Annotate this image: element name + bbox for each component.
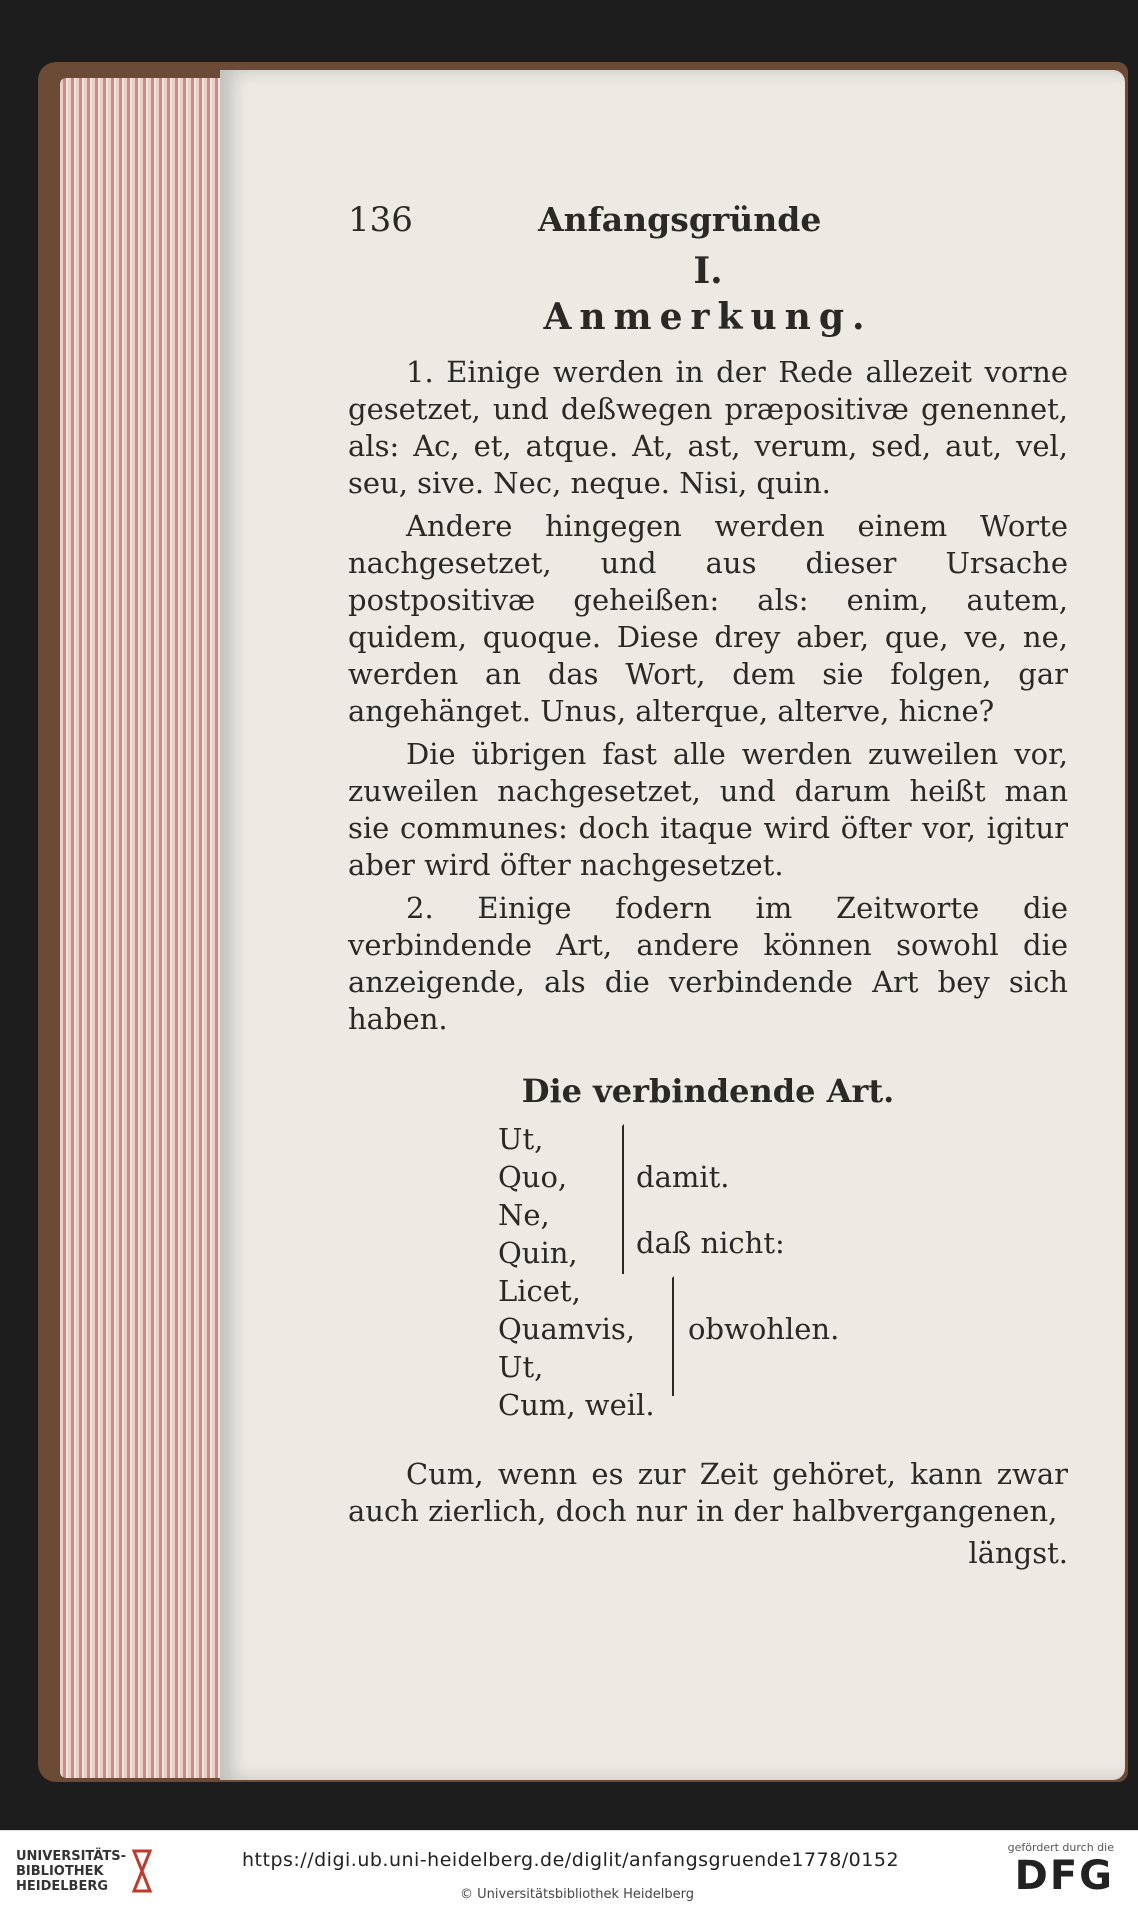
page-edges [60,78,225,1778]
paragraph: Cum, wenn es zur Zeit gehöret, kann zwar auch zierlich, doch nur in der halbvergangenen, [348,1457,1068,1528]
word-item: Ut, [498,1350,544,1384]
brace [666,1276,674,1396]
page-header [348,200,1068,248]
word-item: Ne, [498,1198,550,1232]
word-item: Ut, [498,1122,544,1156]
brace [616,1124,624,1274]
library-name-line: BIBLIOTHEK [16,1864,104,1879]
library-mark-icon [128,1847,156,1895]
meaning-label: daß nicht: [636,1226,785,1260]
permalink-url[interactable]: https://digi.ub.uni-heidelberg.de/diglit/anfangsgruende1778/0152 [242,1849,900,1871]
conjunction-table [348,1120,1068,1450]
paragraph: 1. Einige werden in der Rede allezeit vorne gesetzet, und deßwegen præpositivæ genennet, als: Ac, et, atque. At, ast, verum, sed, aut, vel, seu, sive. Nec, neque. Nisi, quin. [348,355,1068,500]
meaning-label: obwohlen. [688,1312,840,1346]
word-item: Licet, [498,1274,581,1308]
funding-caption: gefördert durch die [1007,1841,1114,1854]
library-name-line: UNIVERSITÄTS- [16,1849,126,1864]
word-item: Quamvis, [498,1312,635,1346]
section-heading: Anmerkung. [543,296,873,338]
section-number: I. [693,250,723,292]
paragraph: Die übrigen fast alle werden zuweilen vor, zuweilen nachgesetzet, und darum heißt man sie communes: doch itaque wird öfter vor, igitur aber wird öfter nachgesetzet. [348,737,1068,882]
book-page [220,70,1125,1780]
word-item: Quo, [498,1160,568,1194]
table-title: Die verbindende Art. [521,1072,895,1110]
paragraph: Andere hingegen werden einem Worte nachgesetzet, und aus dieser Ursache postpositivæ geheißen: als: enim, autem, quidem, quoque. Diese drey aber, que, ve, ne, werden an das Wort, dem sie folgen, gar angehänget. Unus, alterque, alterve, hicne? [348,509,1068,728]
library-name-line: HEIDELBERG [16,1879,109,1894]
funder-logo [1008,1841,1114,1898]
paragraph: 2. Einige fodern im Zeitworte die verbindende Art, andere können sowohl die anzeigende, als die verbindende Art bey sich haben. [348,891,1068,1036]
meaning-label: damit. [636,1160,730,1194]
running-head: Anfangsgründe [538,200,822,239]
viewer-footer [0,1830,1138,1914]
word-column [498,1120,655,1424]
word-item: Quin, [498,1236,578,1270]
library-logo [16,1849,126,1894]
dfg-logo: DFG [1014,1853,1114,1899]
page-text [348,200,1068,1570]
copyright-notice: © Universitätsbibliothek Heidelberg [460,1887,695,1902]
page-number: 136 [348,200,413,240]
word-item: Cum, weil. [498,1388,655,1422]
catchword: längst. [968,1536,1068,1570]
